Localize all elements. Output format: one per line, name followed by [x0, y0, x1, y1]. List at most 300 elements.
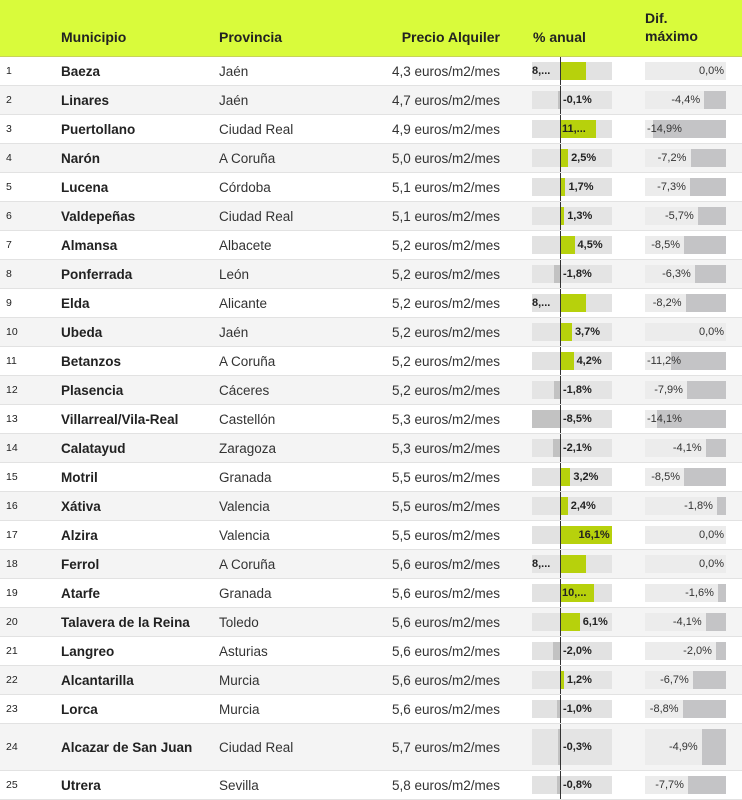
- dif-max-track: [645, 642, 726, 660]
- dif-max-track: [645, 584, 726, 602]
- rank-cell-text: 4: [6, 152, 12, 164]
- municipio-cell-text: Elda: [61, 295, 90, 311]
- provincia-cell: [219, 57, 248, 85]
- annual-change-label: -0,8%: [563, 779, 592, 791]
- zero-axis-line: [560, 434, 561, 462]
- dif-max-bar: [718, 584, 726, 602]
- provincia-cell: [219, 434, 276, 462]
- annual-change-label: 4,2%: [576, 355, 602, 367]
- provincia-cell: [219, 405, 275, 433]
- annual-change-bar: [560, 352, 574, 370]
- dif-max-track: [645, 555, 726, 573]
- provincia-cell: [219, 521, 270, 549]
- provincia-cell-text: León: [219, 266, 250, 282]
- municipio-cell: [61, 289, 211, 317]
- annual-change-bar: [560, 294, 586, 312]
- dif-max-bar: [706, 439, 726, 457]
- dif-max-bar: [706, 613, 726, 631]
- rank-cell-text: 18: [6, 558, 18, 570]
- table-row[interactable]: [0, 579, 742, 608]
- provincia-cell-text: A Coruña: [219, 150, 276, 166]
- municipio-cell: [61, 231, 211, 259]
- provincia-cell-text: Granada: [219, 585, 272, 601]
- table-row[interactable]: [0, 492, 742, 521]
- table-row[interactable]: [0, 637, 742, 666]
- annual-change-label: -2,0%: [563, 645, 592, 657]
- dif-max-bar: [687, 381, 726, 399]
- municipio-cell-text: Ferrol: [61, 556, 100, 572]
- municipio-cell-text: Lorca: [61, 701, 98, 717]
- rank-cell-text: 8: [6, 268, 12, 280]
- precio-cell: [330, 579, 500, 607]
- table-row[interactable]: [0, 115, 742, 144]
- precio-cell: [330, 666, 500, 694]
- dif-max-label: -8,5%: [651, 471, 681, 483]
- dif-max-track: [645, 700, 726, 718]
- precio-cell-text: 5,2 euros/m2/mes: [391, 295, 500, 311]
- dif-max-label: -14,1%: [647, 413, 682, 425]
- dif-max-label: -4,4%: [671, 94, 701, 106]
- municipio-cell: [61, 637, 211, 665]
- rank-cell-text: 19: [6, 587, 18, 599]
- provincia-cell: [219, 579, 272, 607]
- annual-change-label: -1,8%: [563, 384, 592, 396]
- provincia-cell-text: Murcia: [219, 672, 260, 688]
- dif-max-bar: [683, 700, 726, 718]
- dif-max-bar: [684, 236, 726, 254]
- dif-max-label: -11,2%: [647, 355, 682, 367]
- dif-max-label: -4,1%: [672, 616, 702, 628]
- precio-cell: [330, 289, 500, 317]
- header-dif-line2: máximo: [645, 28, 698, 44]
- precio-cell: [330, 173, 500, 201]
- dif-max-track: [645, 497, 726, 515]
- dif-max-bar: [695, 265, 726, 283]
- table-row[interactable]: [0, 173, 742, 202]
- annual-change-label: 1,2%: [566, 674, 592, 686]
- rank-cell-text: 14: [6, 442, 18, 454]
- dif-max-track: [645, 91, 726, 109]
- zero-axis-line: [560, 492, 561, 520]
- precio-cell: [330, 695, 500, 723]
- precio-cell-text: 5,6 euros/m2/mes: [391, 585, 500, 601]
- rank-cell-text: 3: [6, 123, 12, 135]
- provincia-cell: [219, 492, 270, 520]
- annual-change-bar: [560, 236, 575, 254]
- precio-cell-text: 5,8 euros/m2/mes: [391, 777, 500, 793]
- table-row[interactable]: [0, 57, 742, 86]
- dif-max-label: -1,8%: [684, 500, 713, 512]
- provincia-cell: [219, 347, 275, 375]
- dif-max-bar: [691, 149, 726, 167]
- municipio-cell: [61, 463, 211, 491]
- table-row[interactable]: [0, 202, 742, 231]
- municipio-cell: [61, 608, 211, 636]
- provincia-cell-text: Murcia: [219, 701, 260, 717]
- precio-cell: [330, 463, 500, 491]
- table-row[interactable]: [0, 695, 742, 724]
- precio-cell-text: 5,6 euros/m2/mes: [391, 643, 500, 659]
- precio-cell-text: 5,2 euros/m2/mes: [391, 382, 500, 398]
- header-precio[interactable]: Precio Alquiler: [401, 29, 500, 45]
- rank-cell-text: 23: [6, 703, 18, 715]
- precio-cell-text: 5,2 euros/m2/mes: [391, 324, 500, 340]
- municipio-cell: [61, 347, 211, 375]
- provincia-cell-text: Jaén: [219, 63, 249, 79]
- dif-max-track: [645, 265, 726, 283]
- precio-cell-text: 5,6 euros/m2/mes: [391, 556, 500, 572]
- table-row[interactable]: [0, 405, 742, 434]
- annual-change-label: 10,...: [562, 587, 587, 599]
- provincia-cell: [219, 666, 260, 694]
- provincia-cell-text: A Coruña: [219, 353, 276, 369]
- rank-cell-text: 21: [6, 645, 18, 657]
- table-row[interactable]: [0, 144, 742, 173]
- rank-cell-text: 6: [6, 210, 12, 222]
- dif-max-track: [645, 149, 726, 167]
- municipio-cell-text: Villarreal/Vila-Real: [61, 411, 179, 427]
- rank-cell: [6, 579, 18, 607]
- zero-axis-line: [560, 86, 561, 114]
- provincia-cell: [219, 144, 275, 172]
- precio-cell-text: 5,7 euros/m2/mes: [391, 739, 500, 755]
- dif-max-label: -14,9%: [647, 123, 682, 135]
- rank-cell: [6, 376, 18, 404]
- precio-cell: [330, 724, 500, 770]
- provincia-cell: [219, 550, 275, 578]
- rank-cell: [6, 405, 18, 433]
- rank-cell: [6, 347, 17, 375]
- rank-cell-text: 20: [6, 616, 18, 628]
- rank-cell: [6, 637, 18, 665]
- table-row[interactable]: [0, 463, 742, 492]
- dif-max-label: -8,2%: [652, 297, 682, 309]
- dif-max-label: -6,7%: [660, 674, 689, 686]
- table-row[interactable]: [0, 318, 742, 347]
- dif-max-track: [645, 381, 726, 399]
- precio-cell: [330, 231, 500, 259]
- municipio-cell-text: Langreo: [61, 643, 115, 659]
- annual-change-bar: [560, 149, 568, 167]
- annual-change-label: 3,7%: [574, 326, 601, 338]
- precio-cell: [330, 260, 500, 288]
- municipio-cell: [61, 86, 211, 114]
- zero-axis-line: [560, 463, 561, 491]
- rank-cell-text: 24: [6, 741, 18, 753]
- table-row[interactable]: [0, 434, 742, 463]
- municipio-cell: [61, 260, 211, 288]
- municipio-cell-text: Valdepeñas: [61, 208, 136, 224]
- rank-cell: [6, 202, 12, 230]
- zero-axis-line: [560, 144, 561, 172]
- provincia-cell: [219, 463, 272, 491]
- provincia-cell-text: Toledo: [219, 614, 259, 630]
- dif-max-track: [645, 207, 726, 225]
- municipio-cell: [61, 57, 211, 85]
- rank-cell: [6, 695, 18, 723]
- zero-axis-line: [560, 608, 561, 636]
- dif-max-bar: [686, 294, 726, 312]
- provincia-cell-text: Sevilla: [219, 777, 259, 793]
- table-row[interactable]: [0, 771, 742, 800]
- rank-cell: [6, 231, 12, 259]
- header-provincia[interactable]: Provincia: [219, 29, 283, 45]
- table-row[interactable]: [0, 289, 742, 318]
- rank-cell-text: 11: [6, 355, 17, 367]
- municipio-cell: [61, 550, 211, 578]
- rank-cell-text: 16: [6, 500, 18, 512]
- dif-max-label: -2,0%: [683, 645, 712, 657]
- municipio-cell-text: Baeza: [61, 63, 101, 79]
- municipio-cell: [61, 521, 211, 549]
- rank-cell: [6, 521, 18, 549]
- municipio-cell-text: Alcazar de San Juan: [61, 739, 193, 755]
- rank-cell: [6, 463, 18, 491]
- rank-cell-text: 12: [6, 384, 18, 396]
- dif-max-bar: [688, 776, 726, 794]
- precio-cell: [330, 771, 500, 799]
- provincia-cell-text: Ciudad Real: [219, 208, 294, 224]
- zero-axis-line: [560, 173, 561, 201]
- precio-cell-text: 5,2 euros/m2/mes: [391, 237, 500, 253]
- header-municipio[interactable]: Municipio: [61, 29, 127, 45]
- table-row[interactable]: [0, 666, 742, 695]
- municipio-cell: [61, 173, 211, 201]
- provincia-cell: [219, 376, 269, 404]
- provincia-cell: [219, 724, 293, 770]
- dif-max-label: 0,0%: [699, 558, 725, 570]
- rank-cell-text: 7: [6, 239, 12, 251]
- precio-cell: [330, 405, 500, 433]
- annual-change-bar: [532, 410, 560, 428]
- municipio-cell-text: Alzira: [61, 527, 98, 543]
- annual-change-track: [532, 468, 612, 486]
- provincia-cell-text: Ciudad Real: [219, 121, 294, 137]
- precio-cell: [330, 492, 500, 520]
- dif-max-label: 0,0%: [699, 529, 725, 541]
- provincia-cell-text: Ciudad Real: [219, 739, 294, 755]
- table-row[interactable]: [0, 86, 742, 115]
- provincia-cell: [219, 173, 271, 201]
- dif-max-bar: [704, 91, 726, 109]
- zero-axis-line: [560, 637, 561, 665]
- municipio-cell: [61, 318, 211, 346]
- table-row[interactable]: [0, 550, 742, 579]
- rank-cell-text: 9: [6, 297, 12, 309]
- precio-cell: [330, 57, 500, 85]
- annual-change-label: 2,4%: [570, 500, 596, 512]
- zero-axis-line: [560, 318, 561, 346]
- precio-cell: [330, 550, 500, 578]
- precio-cell-text: 5,1 euros/m2/mes: [391, 179, 500, 195]
- provincia-cell-text: Granada: [219, 469, 272, 485]
- municipio-cell: [61, 115, 211, 143]
- municipio-cell-text: Talavera de la Reina: [61, 614, 190, 630]
- provincia-cell: [219, 637, 268, 665]
- annual-change-label: -0,3%: [563, 741, 592, 753]
- dif-max-label: -7,2%: [657, 152, 687, 164]
- rank-cell: [6, 173, 12, 201]
- municipio-cell-text: Ubeda: [61, 324, 103, 340]
- dif-max-track: [645, 178, 726, 196]
- dif-max-bar: [690, 178, 726, 196]
- precio-cell-text: 5,6 euros/m2/mes: [391, 701, 500, 717]
- rank-cell: [6, 771, 18, 799]
- precio-cell: [330, 202, 500, 230]
- table-header: [0, 0, 742, 57]
- provincia-cell-text: Castellón: [219, 411, 276, 427]
- rank-cell: [6, 260, 12, 288]
- dif-max-bar: [702, 729, 726, 765]
- rank-cell: [6, 144, 12, 172]
- municipio-cell-text: Ponferrada: [61, 266, 133, 282]
- municipio-cell-text: Linares: [61, 92, 110, 108]
- annual-change-label: 6,1%: [582, 616, 608, 628]
- table-row[interactable]: [0, 608, 742, 637]
- annual-change-label: -0,1%: [563, 94, 592, 106]
- municipio-cell: [61, 724, 211, 770]
- annual-change-label: -1,8%: [563, 268, 592, 280]
- header-anual[interactable]: % anual: [533, 29, 586, 45]
- dif-max-track: [645, 236, 726, 254]
- provincia-cell-text: Zaragoza: [219, 440, 277, 456]
- provincia-cell-text: Valencia: [219, 498, 270, 514]
- precio-cell-text: 5,6 euros/m2/mes: [391, 614, 500, 630]
- provincia-cell-text: Alicante: [219, 295, 268, 311]
- zero-axis-line: [560, 115, 561, 143]
- precio-cell-text: 5,6 euros/m2/mes: [391, 672, 500, 688]
- dif-max-track: [645, 729, 726, 765]
- annual-change-bar: [553, 642, 560, 660]
- rank-cell: [6, 666, 18, 694]
- table-row[interactable]: [0, 724, 742, 771]
- municipio-cell-text: Alcantarilla: [61, 672, 134, 688]
- dif-max-label: -7,7%: [655, 779, 684, 791]
- rank-cell: [6, 492, 18, 520]
- municipio-cell-text: Calatayud: [61, 440, 126, 456]
- provincia-cell: [219, 231, 272, 259]
- zero-axis-line: [560, 231, 561, 259]
- municipio-cell: [61, 434, 211, 462]
- zero-axis-line: [560, 550, 561, 578]
- provincia-cell-text: A Coruña: [219, 556, 276, 572]
- annual-change-label: 16,1%: [578, 529, 610, 541]
- dif-max-label: -1,6%: [685, 587, 714, 599]
- annual-change-label: 8,...: [532, 297, 551, 309]
- municipio-cell: [61, 666, 211, 694]
- annual-change-label: 8,...: [532, 558, 551, 570]
- dif-max-track: [645, 776, 726, 794]
- rank-cell: [6, 608, 18, 636]
- table-row[interactable]: [0, 231, 742, 260]
- municipio-cell: [61, 579, 211, 607]
- precio-cell-text: 4,9 euros/m2/mes: [391, 121, 500, 137]
- zero-axis-line: [560, 666, 561, 694]
- precio-cell: [330, 115, 500, 143]
- zero-axis-line: [560, 289, 561, 317]
- dif-max-track: [645, 323, 726, 341]
- table-row[interactable]: [0, 521, 742, 550]
- table-row[interactable]: [0, 260, 742, 289]
- precio-cell: [330, 376, 500, 404]
- precio-cell-text: 5,2 euros/m2/mes: [391, 266, 500, 282]
- rank-cell: [6, 86, 12, 114]
- rank-cell-text: 15: [6, 471, 18, 483]
- precio-cell-text: 4,7 euros/m2/mes: [391, 92, 500, 108]
- municipio-cell-text: Betanzos: [61, 353, 122, 369]
- rank-cell: [6, 57, 12, 85]
- zero-axis-line: [560, 405, 561, 433]
- annual-change-bar: [560, 323, 572, 341]
- annual-change-label: 1,3%: [567, 210, 593, 222]
- municipio-cell: [61, 144, 211, 172]
- precio-cell-text: 5,5 euros/m2/mes: [391, 498, 500, 514]
- annual-change-label: 3,2%: [573, 471, 599, 483]
- precio-cell: [330, 434, 500, 462]
- dif-max-track: [645, 62, 726, 80]
- annual-change-bar: [560, 468, 570, 486]
- annual-change-label: -2,1%: [563, 442, 592, 454]
- provincia-cell: [219, 695, 260, 723]
- zero-axis-line: [560, 724, 561, 770]
- table-row[interactable]: [0, 376, 742, 405]
- zero-axis-line: [560, 521, 561, 549]
- municipio-cell: [61, 405, 211, 433]
- precio-cell: [330, 521, 500, 549]
- annual-change-label: 2,5%: [571, 152, 597, 164]
- precio-cell-text: 5,5 euros/m2/mes: [391, 527, 500, 543]
- table-row[interactable]: [0, 347, 742, 376]
- precio-cell: [330, 347, 500, 375]
- dif-max-track: [645, 352, 726, 370]
- provincia-cell: [219, 771, 259, 799]
- annual-change-bar: [560, 613, 580, 631]
- precio-cell-text: 5,3 euros/m2/mes: [391, 411, 500, 427]
- provincia-cell: [219, 202, 293, 230]
- dif-max-label: -4,9%: [668, 741, 698, 753]
- municipio-cell: [61, 376, 211, 404]
- provincia-cell: [219, 608, 259, 636]
- dif-max-bar: [684, 468, 726, 486]
- municipio-cell-text: Atarfe: [61, 585, 101, 601]
- precio-cell-text: 5,2 euros/m2/mes: [391, 353, 500, 369]
- header-dif-maximo[interactable]: [645, 9, 698, 45]
- annual-change-bar: [560, 62, 586, 80]
- dif-max-track: [645, 410, 726, 428]
- dif-max-track: [645, 439, 726, 457]
- annual-change-label: -1,0%: [563, 703, 592, 715]
- provincia-cell-text: Córdoba: [219, 179, 271, 195]
- annual-change-label: 8,...: [532, 65, 551, 77]
- zero-axis-line: [560, 376, 561, 404]
- rank-cell-text: 1: [6, 65, 12, 77]
- annual-change-bar: [560, 555, 586, 573]
- rank-cell-text: 5: [6, 181, 12, 193]
- provincia-cell: [219, 289, 267, 317]
- provincia-cell-text: Cáceres: [219, 382, 270, 398]
- zero-axis-line: [560, 202, 561, 230]
- rank-cell-text: 22: [6, 674, 18, 686]
- table-body: [0, 57, 742, 800]
- dif-max-label: -8,8%: [649, 703, 679, 715]
- precio-cell: [330, 144, 500, 172]
- dif-max-track: [645, 120, 726, 138]
- rank-cell-text: 25: [6, 779, 18, 791]
- dif-max-bar: [698, 207, 726, 225]
- dif-max-track: [645, 294, 726, 312]
- dif-max-bar: [717, 497, 726, 515]
- dif-max-label: -4,1%: [672, 442, 702, 454]
